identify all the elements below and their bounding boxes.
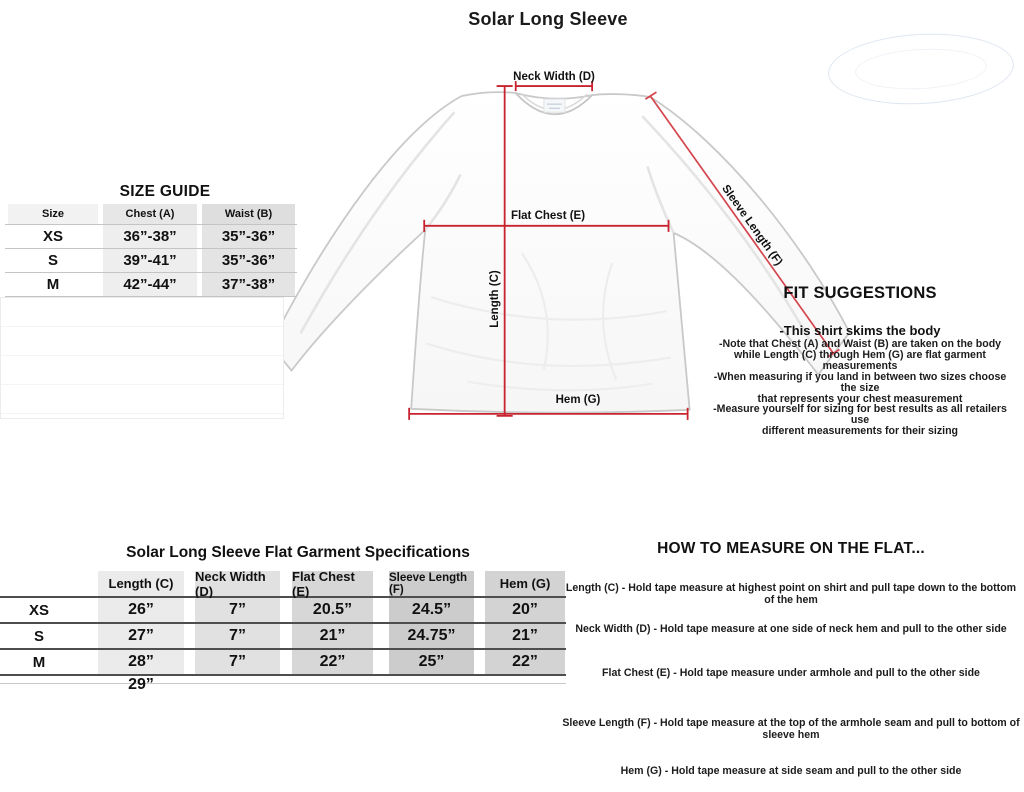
table-row [0, 598, 566, 624]
fit-suggestions-title: FIT SUGGESTIONS [783, 284, 937, 302]
flat-chest-value: 20.5” [292, 598, 373, 622]
column-header: Chest (A) [103, 204, 197, 224]
size-label: M [32, 653, 46, 671]
neck-tag [544, 99, 565, 112]
hem-label: Hem (G) [555, 394, 601, 406]
size-guide-table [5, 204, 297, 297]
length-value: 28” [98, 650, 184, 674]
size-label: M [46, 276, 60, 293]
measure-instruction: Hem (G) - Hold tape measure at side seam and pull to the other side [620, 765, 962, 777]
column-header: Sleeve Length (F) [389, 571, 474, 596]
measure-instruction: Sleeve Length (F) - Hold tape measure at the top of the armhole seam and pull to bottom of sleeve hem [562, 717, 1020, 741]
table-row [5, 273, 297, 297]
how-to-measure-title: HOW TO MEASURE ON THE FLAT... [657, 540, 925, 557]
measure-instruction: Neck Width (D) - Hold tape measure at one side of neck hem and pull to the other side [575, 623, 1007, 635]
how-to-measure-section [562, 540, 1020, 790]
table-row [0, 650, 566, 676]
length-value: 27” [98, 624, 184, 648]
page-title: Solar Long Sleeve [468, 9, 628, 29]
neck-width-label: Neck Width (D) [513, 71, 595, 83]
table-row [0, 624, 566, 650]
size-guide-header-row [5, 204, 297, 225]
size-guide-title: SIZE GUIDE [119, 183, 211, 200]
hem-value: 22” [485, 650, 565, 674]
hem-value: 21” [485, 624, 565, 648]
length-value: 26” [98, 598, 184, 622]
hem-value: 20” [485, 598, 565, 622]
chest-value: 36”-38” [103, 225, 197, 248]
length-label: Length (C) [489, 270, 501, 328]
size-guide-empty-panel [0, 297, 284, 419]
table-row [5, 225, 297, 249]
size-label: S [47, 252, 58, 269]
spec-table-cutoff-row [0, 676, 566, 693]
flat-chest-value: 22” [292, 650, 373, 674]
column-header: Length (C) [98, 571, 184, 596]
flat-chest-value: 21” [292, 624, 373, 648]
fit-suggestions-line: -Note that Chest (A) and Waist (B) are taken on the body [718, 338, 1002, 350]
fit-suggestions-section [712, 284, 1008, 437]
waist-value: 35”-36” [202, 225, 295, 248]
spec-table [0, 568, 566, 693]
column-header: Waist (B) [202, 204, 295, 224]
size-label: XS [42, 228, 63, 245]
spec-header-row [0, 568, 566, 599]
cutoff-value: 29” [128, 676, 154, 693]
chest-value: 42”-44” [103, 273, 197, 296]
neck-width-value: 7” [195, 624, 280, 648]
column-header: Flat Chest (E) [292, 571, 373, 596]
spec-table-title: Solar Long Sleeve Flat Garment Specifications [126, 544, 470, 561]
waist-value: 37”-38” [202, 273, 295, 296]
sleeve-length-label: Sleeve Length (F) [719, 182, 785, 268]
fit-suggestions-line: that represents your chest measurement [757, 392, 963, 405]
neck-width-value: 7” [195, 650, 280, 674]
fit-suggestions-line: -When measuring if you land in between two sizes choose the size [713, 370, 1007, 394]
column-header: Size [8, 204, 98, 224]
column-header-empty [0, 571, 78, 596]
sleeve-length-value: 24.75” [389, 624, 474, 648]
fit-suggestions-line: -Measure yourself for sizing for best results as all retailers use [713, 403, 1007, 427]
table-row [5, 249, 297, 273]
measure-instruction: Length (C) - Hold tape measure at highest point on shirt and pull tape down to the bottom of the hem [565, 582, 1017, 606]
size-guide-section [5, 183, 297, 297]
fit-suggestions-lead: -This shirt skims the body [779, 323, 941, 338]
column-header: Neck Width (D) [195, 571, 280, 596]
neck-width-value: 7” [195, 598, 280, 622]
fit-suggestions-line: different measurements for their sizing [761, 425, 959, 438]
sleeve-length-value: 25” [389, 650, 474, 674]
column-header: Hem (G) [485, 571, 565, 596]
size-label: S [33, 627, 44, 645]
fit-suggestions-line: while Length (C) through Hem (G) are flat garment measurements [734, 348, 986, 372]
waist-value: 35”-36” [202, 249, 295, 272]
sleeve-length-value: 24.5” [389, 598, 474, 622]
size-label: XS [28, 601, 49, 619]
flat-chest-label: Flat Chest (E) [510, 210, 586, 222]
chest-value: 39”-41” [103, 249, 197, 272]
measure-instruction: Flat Chest (E) - Hold tape measure under armhole and pull to the other side [602, 667, 980, 679]
